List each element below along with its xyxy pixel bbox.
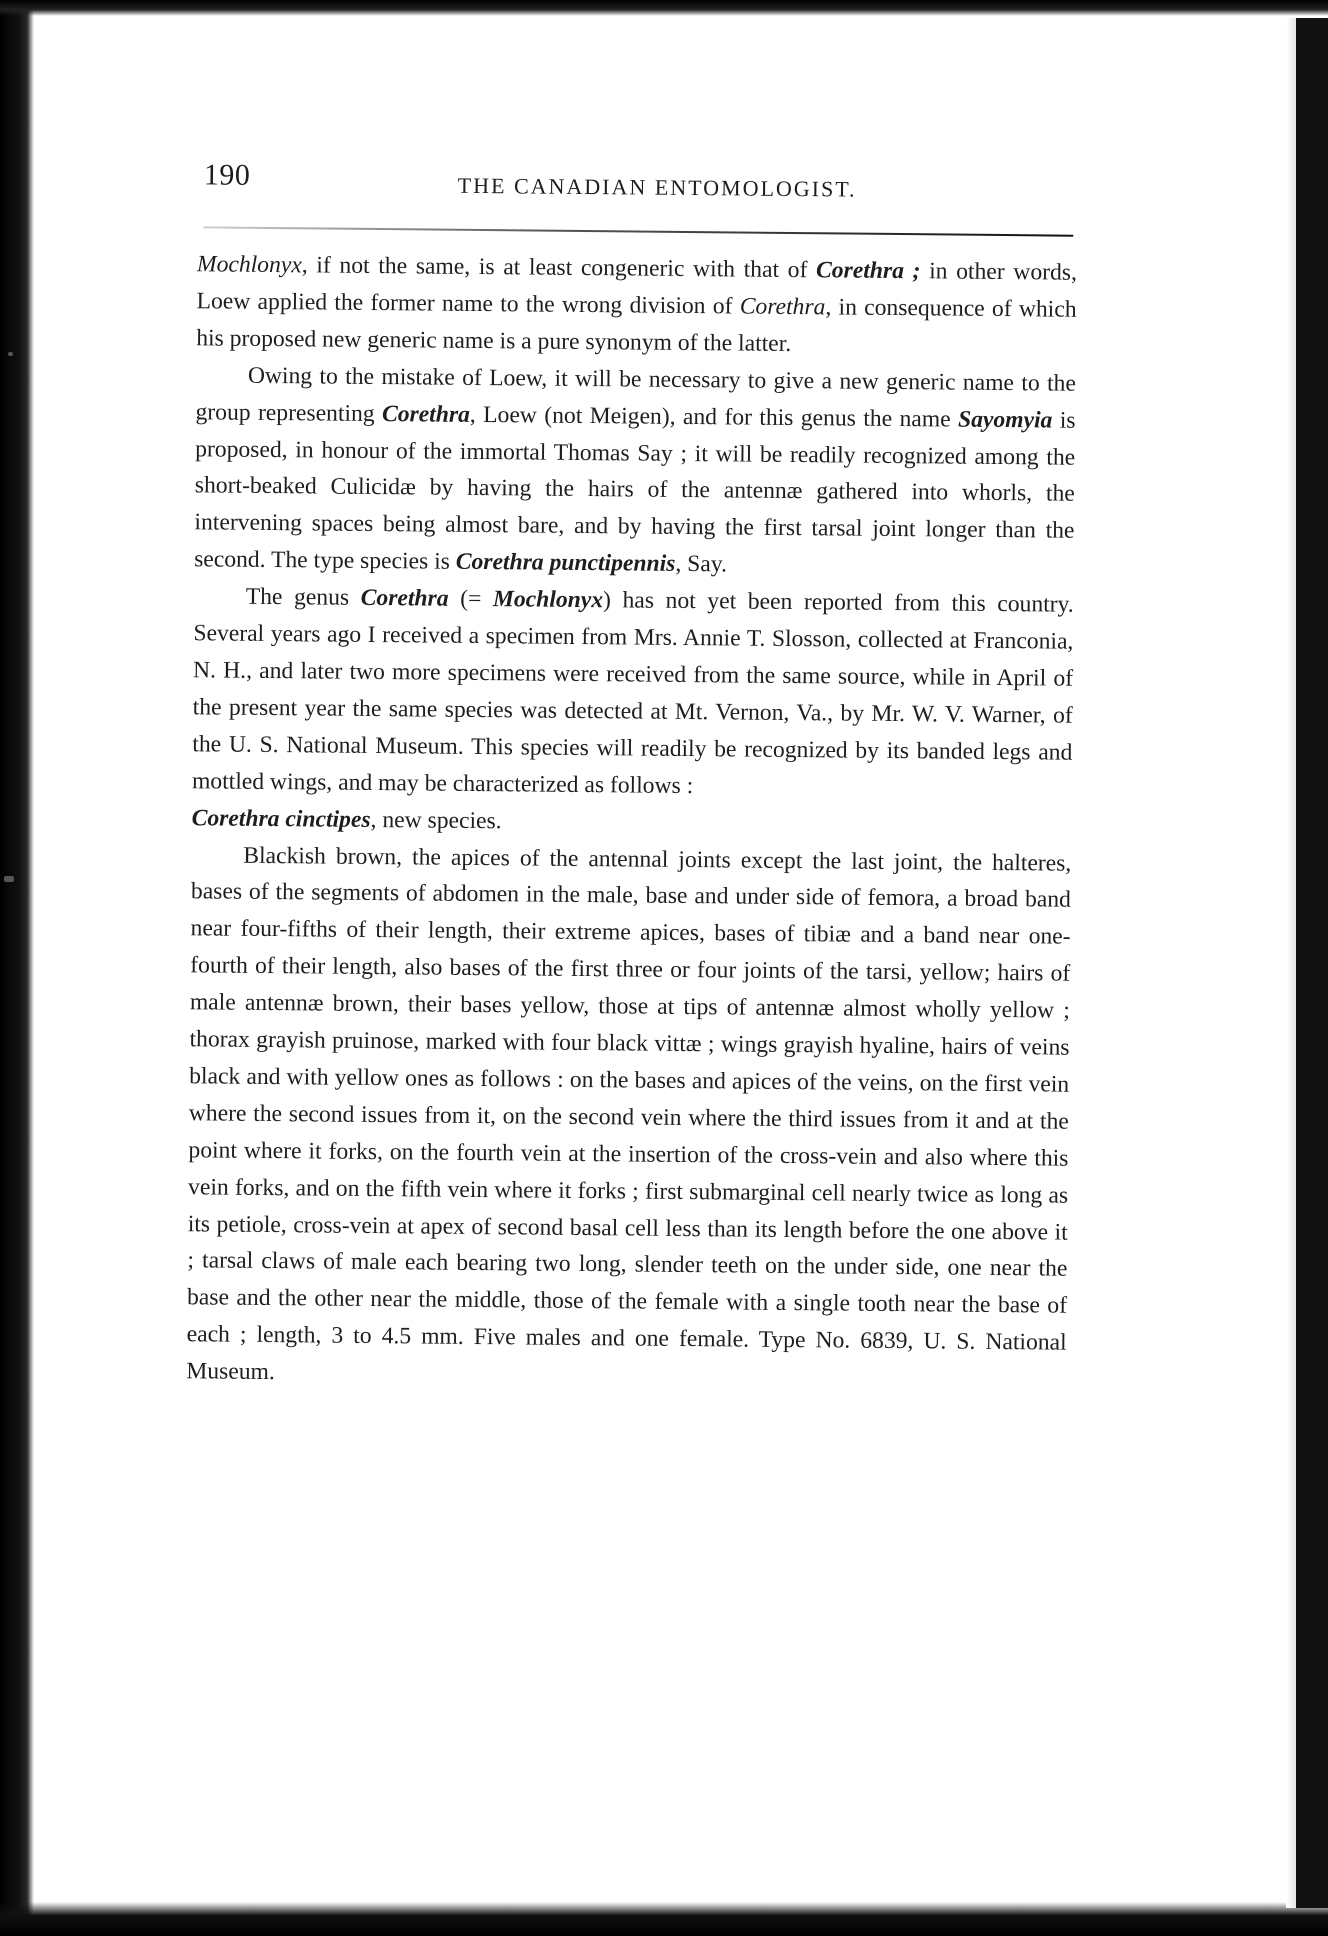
journal-title: THE CANADIAN ENTOMOLOGIST. — [457, 172, 857, 202]
genus-name: Sayomyia — [957, 406, 1053, 434]
scan-bottom-shadow — [0, 1902, 1328, 1936]
page-edge-bar — [1296, 18, 1328, 1908]
scan-top-shadow — [0, 0, 1328, 16]
genus-name: Corethra ; — [815, 257, 921, 285]
scan-left-shadow — [0, 0, 34, 1936]
genus-name: Mochlonyx — [196, 251, 302, 279]
paragraph-4: Blackish brown, the apices of the antennal joints except the last joint, the halteres, bases of the segments of abdomen in the male, base and under side of femora, a broad band near four-fifths of their length, their extreme apices, bases of tibiæ and a band near one-fourth of their length, also bases of the first three or four joints of the tarsi, yellow; hairs of male antennæ brown, their bases yellow, those at tips of antennæ almost wholly yellow ; thorax grayish pruinose, marked with four black vittæ ; wings grayish hyaline, hairs of veins black and with yellow ones as follows : on the bases and apices of the veins, on the first vein where the second issues from it, on the second vein where the third issues from it and at the point where it forks, on the fourth vein at the insertion of the cross-vein and also where this vein forks, and on the fifth vein where it forks ; first submarginal cell nearly twice as long as its petiole, cross-vein at apex of second basal cell less than its length before the one above it ; tarsal claws of male each bearing two long, slender teeth on the under side, one near the base and the other near the middle, those of the female with a single tooth near the base of each ; length, 3 to 4.5 mm. Five males and one female. Type No. 6839, U. S. National Museum. — [186, 842, 1072, 1386]
body-text — [186, 246, 1077, 1398]
running-head — [168, 158, 1128, 213]
species-name: Corethra punctipennis — [455, 549, 676, 578]
paragraph-1: Mochlonyx, if not the same, is at least congeneric with that of Corethra ; in other words, Loew applied the former name to the wrong division of Corethra, in consequence of which his proposed new generic name is a pure synonym of the latter. — [196, 251, 1078, 357]
genus-name: Corethra — [381, 400, 471, 428]
paragraph-2: Owing to the mistake of Loew, it will be necessary to give a new generic name to the group representing Corethra, Loew (not Meigen), and for this genus the name Sayomyia is proposed, in honour of the immortal Thomas Say ; it will be readily recognized among the short-beaked Culicidæ by having the hairs of the antennæ gathered into whorls, the intervening spaces being almost bare, and by having the first tarsal joint longer than the second. The type species is Corethra punctipennis, Say. — [194, 362, 1077, 578]
genus-name: Corethra — [360, 585, 449, 612]
header-rule — [203, 226, 1073, 236]
margin-speck — [4, 876, 14, 882]
book-page — [168, 158, 1128, 1386]
genus-name: Corethra — [739, 293, 826, 321]
margin-speck — [8, 352, 13, 356]
genus-name: Mochlonyx — [492, 586, 604, 614]
page-number: 190 — [203, 158, 251, 192]
species-name: Corethra cinctipes — [191, 804, 371, 833]
species-heading: Corethra cinctipes, new species. — [191, 804, 502, 834]
page-edge-gap — [1286, 18, 1296, 1908]
paragraph-3: The genus Corethra (= Mochlonyx) has not yet been reported from this country. Several years ago I received a specimen from Mrs. Annie T. Slosson, collected at Franconia, N. H., and later two more specimens were received from the same source, while in April of the present year the same species was detected at Mt. Vernon, Va., by Mr. W. V. Warner, of the U. S. National Museum. This species will readily be recognized by its banded legs and mottled wings, and may be characterized as follows : — [191, 583, 1074, 799]
